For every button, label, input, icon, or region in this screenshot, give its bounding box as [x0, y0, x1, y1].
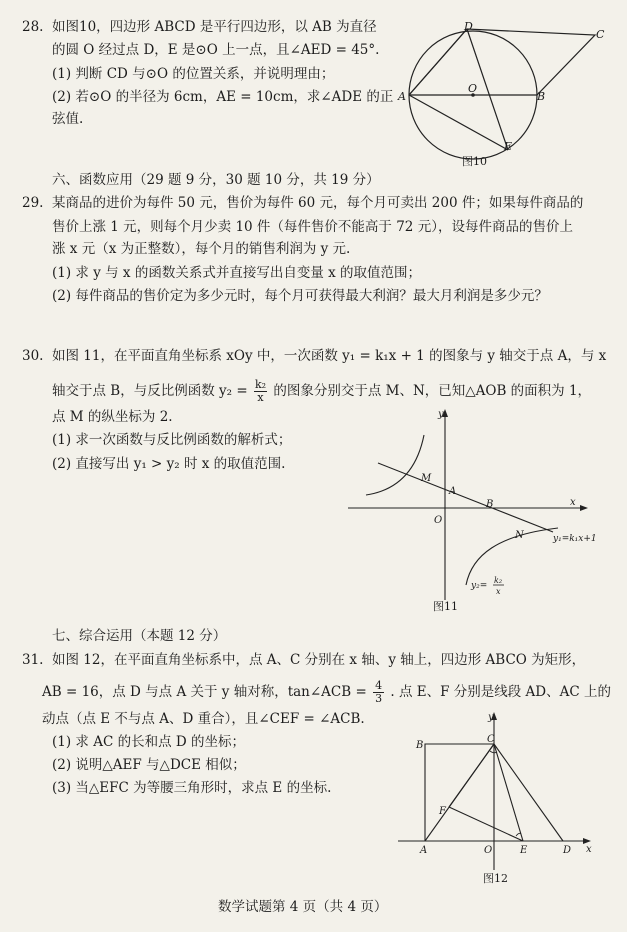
- q30-line1: 如图 11，在平面直角坐标系 xOy 中，一次函数 y₁ = k₁x + 1 的图象与 y 轴交于点 A，与 x: [52, 348, 607, 364]
- label-M: M: [421, 473, 432, 484]
- q29-number: 29.: [22, 195, 44, 211]
- figure-12-caption: 图12: [483, 872, 508, 885]
- q30-part1: (1) 求一次函数与反比例函数的解析式；: [52, 432, 292, 448]
- q28-number: 28.: [22, 19, 44, 35]
- q31-line2-a: AB = 16，点 D 与点 A 关于 y 轴对称，tan∠ACB =: [42, 684, 367, 700]
- label-B: B: [537, 90, 546, 103]
- axis-x-label: x: [570, 497, 576, 508]
- label-A: A: [420, 845, 428, 856]
- label-D: D: [563, 845, 572, 856]
- axis-y-label: y: [488, 712, 494, 723]
- origin-label: O: [434, 515, 443, 526]
- q31-frac-num: 4: [375, 679, 383, 692]
- q31-part3: (3) 当△EFC 为等腰三角形时，求点 E 的坐标.: [52, 780, 332, 796]
- figure-12: [398, 710, 603, 890]
- q29-line1: 某商品的进价为每件 50 元，售价为每件 60 元，每个月可卖出 200 件；如果每件商品的: [52, 195, 584, 211]
- label-E: E: [520, 845, 528, 856]
- page-footer: 数学试题第 4 页（共 4 页）: [218, 899, 388, 915]
- q30-number: 30.: [22, 348, 44, 364]
- q28-line1: 如图10，四边形 ABCD 是平行四边形，以 AB 为直径: [52, 19, 377, 35]
- figure-11: [348, 405, 603, 615]
- label-A: A: [449, 486, 457, 497]
- section-7-heading: 七、综合运用（本题 12 分）: [52, 628, 227, 644]
- figure-10: [400, 20, 615, 170]
- label-O: O: [468, 82, 478, 95]
- hyperbola-label-den: x: [496, 587, 501, 596]
- q30-fraction: [254, 379, 267, 404]
- q30-line2-a: 轴交于点 B，与反比例函数 y₂ =: [52, 383, 248, 399]
- label-N: N: [515, 530, 524, 541]
- q30-line3: 点 M 的纵坐标为 2.: [52, 409, 173, 425]
- q29-part2: (2) 每件商品的售价定为多少元时，每个月可获得最大利润？最大月利润是多少元？: [52, 288, 548, 304]
- q31-line2: [42, 680, 611, 705]
- label-E: E: [504, 140, 513, 153]
- label-B: B: [416, 740, 424, 751]
- q28-line2: 的圆 O 经过点 D，E 是⊙O 上一点，且∠AED = 45°.: [52, 42, 380, 58]
- q28-part2: (2) 若⊙O 的半径为 6cm，AE = 10cm，求∠ADE 的正: [52, 89, 394, 105]
- label-F: F: [439, 806, 446, 817]
- label-A: A: [398, 90, 406, 103]
- q29-line2: 售价上涨 1 元，则每个月少卖 10 件（每件售价不能高于 72 元），设每件商品的售价上: [52, 219, 573, 235]
- q31-line2-b: . 点 E、F 分别是线段 AD、AC 上的: [390, 684, 611, 700]
- q30-part2: (2) 直接写出 y₁ > y₂ 时 x 的取值范围.: [52, 456, 286, 472]
- q31-number: 31.: [22, 652, 44, 668]
- section-6-heading: 六、函数应用（29 题 9 分，30 题 10 分，共 19 分）: [52, 172, 380, 188]
- hyperbola-label-num: k₂: [494, 576, 503, 585]
- figure-10-caption: 图10: [462, 155, 487, 168]
- label-O: O: [484, 845, 493, 856]
- q30-frac-den: x: [257, 391, 264, 404]
- q29-part1: (1) 求 y 与 x 的函数关系式并直接写出自变量 x 的取值范围；: [52, 265, 422, 281]
- q31-part1: (1) 求 AC 的长和点 D 的坐标；: [52, 734, 245, 750]
- q29-line3: 涨 x 元（x 为正整数），每个月的销售利润为 y 元.: [52, 241, 351, 257]
- q31-fraction: [373, 680, 384, 705]
- axis-y-label: y: [438, 409, 444, 420]
- q30-line2: [52, 379, 591, 404]
- axis-x-label: x: [586, 844, 592, 855]
- label-C: C: [596, 28, 605, 41]
- figure-11-caption: 图11: [433, 600, 458, 613]
- q28-part1: (1) 判断 CD 与⊙O 的位置关系，并说明理由；: [52, 66, 335, 82]
- q31-line3: 动点（点 E 不与点 A、D 重合），且∠CEF = ∠ACB.: [42, 711, 365, 727]
- q31-line1: 如图 12，在平面直角坐标系中，点 A、C 分别在 x 轴、y 轴上，四边形 ABCO 为矩形，: [52, 652, 586, 668]
- q28-part2-cont: 弦值.: [52, 111, 84, 127]
- label-B: B: [486, 499, 494, 510]
- label-C: C: [487, 734, 495, 745]
- q31-part2: (2) 说明△AEF 与△DCE 相似；: [52, 757, 246, 773]
- q30-frac-num: k₂: [254, 378, 267, 391]
- label-D: D: [464, 20, 473, 33]
- q31-frac-den: 3: [375, 692, 383, 705]
- q30-line2-b: 的图象分别交于点 M、N，已知△AOB 的面积为 1，: [273, 383, 592, 399]
- line-y1-label: y₁=k₁x+1: [553, 534, 597, 544]
- hyperbola-label-pre: y₂=: [471, 581, 488, 591]
